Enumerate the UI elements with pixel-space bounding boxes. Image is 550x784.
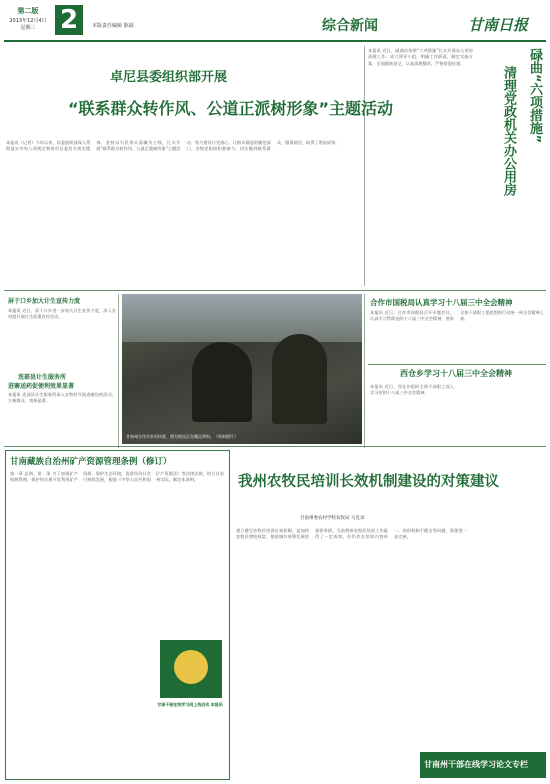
brief-2-headline-a: 迭部县计生服务所 [18, 374, 67, 381]
news-photo [122, 294, 362, 444]
editor-credit: 本版责任编辑 陈福 [92, 23, 134, 29]
lead-headline: “联系群众转作风、公道正派树形象”主题活动 [68, 99, 394, 118]
promo-emblem [174, 650, 208, 684]
page-number-box [55, 5, 83, 35]
farmer-body: 建立健全农牧民培训长效机制，是加快农牧民增收致富、推进城乡统筹发展的重要举措。当前我州农牧民培训工作取得了一定成效，但仍存在培训内容单一、培训机制不健全等问题，需要进一步完善。 [236, 528, 467, 540]
heshui-headline: 合作市国税局认真学习十八届三中全会精神 [370, 298, 513, 307]
regulation-box [5, 450, 230, 780]
page-number: 2 [59, 5, 79, 35]
brief-2-body: 本报讯 迭部县计生服务所深入农牧村开展进寨送药活动，方便群众，效果显著。 [8, 392, 116, 404]
rule-1 [4, 290, 546, 291]
farmer-headline: 我州农牧民培训长效机制建设的对策建议 [238, 474, 499, 490]
promo-caption: 甘南干部在线学习网上线启动 本报讯 [157, 702, 223, 707]
brief-divider [118, 294, 119, 448]
photo-sky [122, 294, 362, 342]
photo-divider [364, 294, 365, 448]
farmer-byline: 甘南州委农村学校农牧局 马克录 [300, 516, 365, 521]
edition-info [4, 6, 52, 31]
brief-1-body: 本报讯 近日，屏于口乡进一步加大计生宣传力度，深入各村组开展计生政策宣传活动。 [8, 308, 116, 320]
heshui-body: 本报讯 近日，合作市国税局召开专题会议，认真学习贯彻党的十八届三中全会精神，要求全体干部职工把思想和行动统一到全会精神上来。 [370, 310, 544, 322]
rule-2 [4, 446, 546, 447]
masthead [0, 0, 550, 44]
lead-kicker: 卓尼县委组织部开展 [110, 70, 228, 85]
brief-2-headline-b: 进寨送药促便利效果显著 [8, 383, 75, 390]
masthead-rule [4, 40, 546, 42]
edition-weekday: 星期三 [20, 25, 36, 31]
rule-right [368, 364, 546, 365]
brief-1-headline: 屏于口乡加大计生宣传力度 [8, 298, 81, 305]
regulation-body: 第一章 总则。第一条 为了加强矿产资源管理，保护和合理开发利用矿产资源，保护生态环境，促进经济社会可持续发展，根据《中华人民共和国矿产资源法》等法律法规，结合自治州实际，制定本条例。 [10, 471, 224, 483]
right-headline-a: 清理党政机关办公用房 [501, 66, 516, 196]
xicang-body: 本报讯 近日，西仓乡组织全体干部职工深入学习党的十八届三中全会精神。 [370, 384, 454, 396]
right-headline-b: 碌曲“六项措施” [527, 48, 542, 144]
footer-banner-text: 甘南州干部在线学习论文专栏 [424, 760, 528, 769]
regulation-headline: 甘南藏族自治州矿产资源管理条例（修订） [10, 457, 172, 467]
edition-label: 第二版 [17, 7, 39, 15]
section-title: 综合新闻 [322, 18, 378, 34]
edition-date: 2013年12月4日 [9, 18, 47, 24]
photo-figure-1 [192, 342, 252, 422]
footer-banner [420, 752, 546, 778]
paper-name: 甘南日报 [468, 16, 529, 34]
photo-caption: 甘南州合作市乡村风景，图为牧民正在搬运草料。（资料照片） [126, 434, 238, 439]
right-story-body-1: 本报讯 近日，碌曲县按照“六项措施”扎实开展办公用房清理工作。成立领导小组，明确工作职责，制定实施方案，全面摸底登记，认真清理整改，严格督促检查。 [368, 48, 473, 66]
promo-image [160, 640, 222, 698]
right-story-headline [478, 48, 546, 283]
photo-figure-2 [272, 334, 327, 424]
lead-body: 本报讯（记者）今年以来，县委组织部深入贯彻落实中央八项规定和省市县委有关规定精神，坚持以为民务实清廉为主线，扎实开展“联系群众转作风、公道正派树形象”主题活动，努力建设让党放心、让群众满意的模范部门。各级党组织积极参与，切实做到联系群众、服务基层，取得了明显成效。 [6, 140, 340, 152]
right-column-divider [364, 46, 365, 286]
xicang-headline: 西仓乡学习十八届三中全会精神 [400, 369, 512, 378]
